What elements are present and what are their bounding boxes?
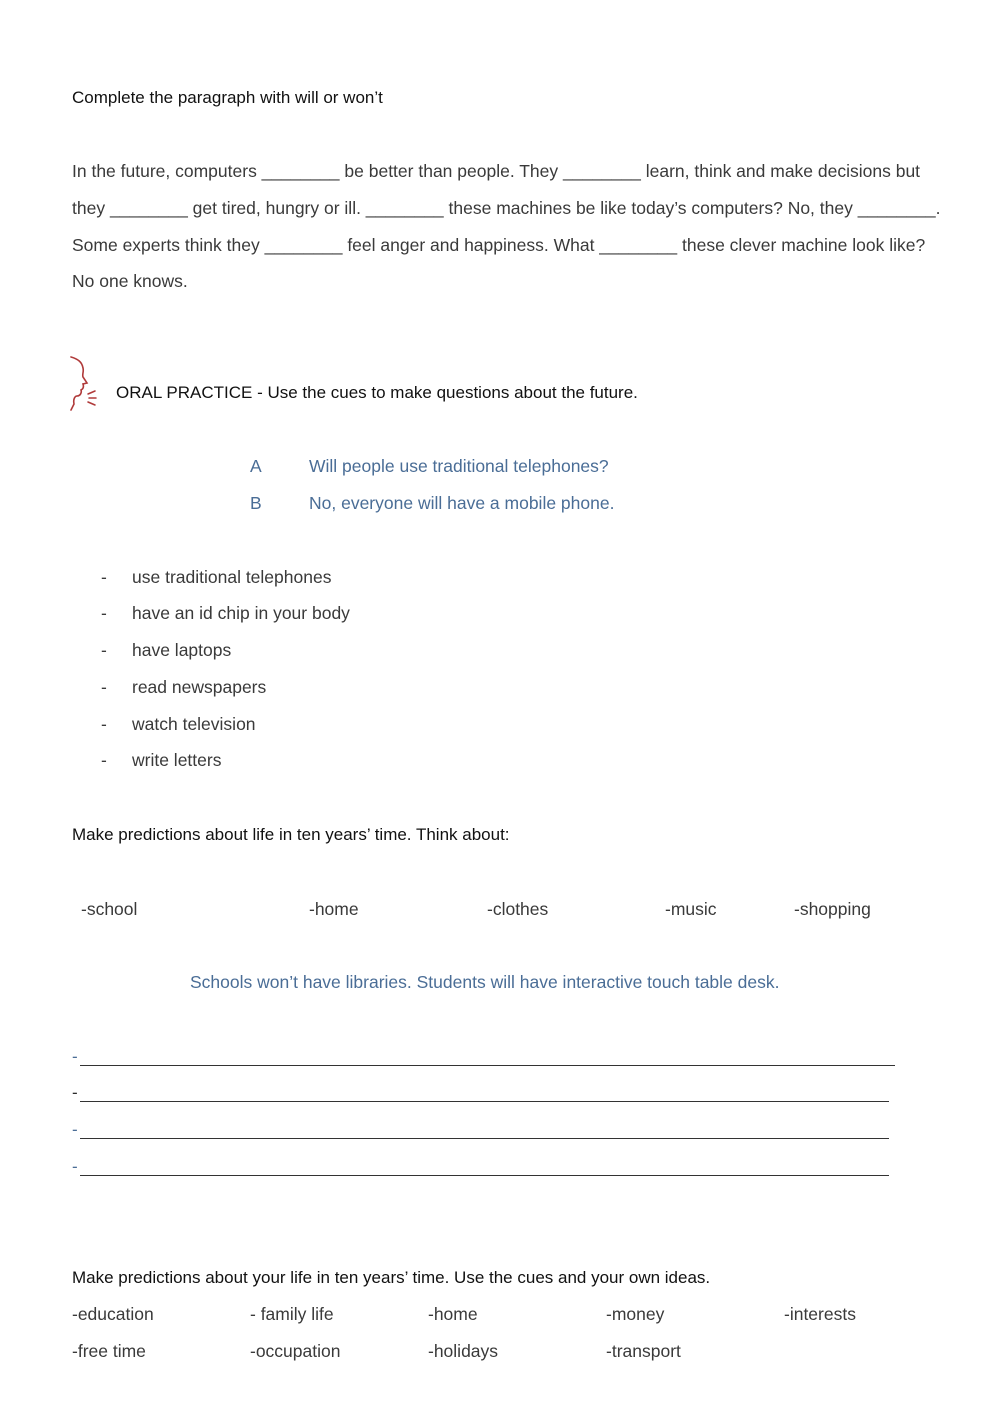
cue-item: read newspapers (132, 677, 267, 697)
answer-mark: - (72, 1157, 78, 1176)
list-dash: - (101, 677, 107, 697)
cue-family-life: - family life (250, 1304, 334, 1324)
cue-item: have an id chip in your body (132, 603, 350, 623)
cue-holidays: -holidays (428, 1341, 499, 1361)
topic-music: -music (665, 899, 717, 919)
section1-title: Complete the paragraph with will or won’t (72, 88, 383, 107)
prediction-example: Schools won’t have libraries. Students will have interactive touch table desk. (190, 972, 780, 992)
cue-interests: -interests (784, 1304, 856, 1324)
cue-occupation: -occupation (250, 1341, 341, 1361)
answer-line-4[interactable] (72, 1155, 892, 1179)
answer-rule (80, 1065, 895, 1066)
cue-item: have laptops (132, 640, 232, 660)
cue-item: watch television (132, 714, 256, 734)
answer-mark: - (72, 1120, 78, 1139)
example-letter-b: B (250, 493, 262, 513)
cue-free-time: -free time (72, 1341, 146, 1361)
example-letter-a: A (250, 456, 262, 476)
cue-money: -money (606, 1304, 665, 1324)
topic-clothes: -clothes (487, 899, 549, 919)
list-dash: - (101, 640, 107, 660)
answer-mark: - (72, 1083, 78, 1102)
list-dash: - (101, 714, 107, 734)
answer-rule (80, 1175, 889, 1176)
cue-education: -education (72, 1304, 154, 1324)
answer-rule (80, 1101, 889, 1102)
speaking-head-icon (68, 354, 102, 418)
answer-line-1[interactable] (72, 1045, 897, 1069)
paragraph-line-3: Some experts think they ________ feel anger and happiness. What ________ these clever machine look like? (72, 235, 926, 255)
example-answer: No, everyone will have a mobile phone. (309, 493, 615, 513)
cue-item: use traditional telephones (132, 567, 332, 587)
cue-transport: -transport (606, 1341, 681, 1361)
predictions-title: Make predictions about life in ten years’ time. Think about: (72, 825, 510, 844)
answer-line-3[interactable] (72, 1118, 892, 1142)
your-life-title: Make predictions about your life in ten years’ time. Use the cues and your own ideas. (72, 1268, 711, 1287)
example-question: Will people use traditional telephones? (309, 456, 609, 476)
list-dash: - (101, 750, 107, 770)
answer-rule (80, 1138, 889, 1139)
oral-practice-title: ORAL PRACTICE - Use the cues to make questions about the future. (116, 383, 638, 402)
paragraph-line-2: they ________ get tired, hungry or ill. ________ these machines be like today’s computers? No, they ________. (72, 198, 941, 218)
topic-school: -school (81, 899, 138, 919)
paragraph-line-1: In the future, computers ________ be better than people. They ________ learn, think and make decisions but (72, 161, 921, 181)
cue-item: write letters (132, 750, 222, 770)
cue-home: -home (428, 1304, 478, 1324)
answer-line-2[interactable] (72, 1081, 892, 1105)
topic-shopping: -shopping (794, 899, 871, 919)
paragraph-line-4: No one knows. (72, 271, 188, 291)
answer-mark: - (72, 1047, 78, 1066)
list-dash: - (101, 567, 107, 587)
topic-home: -home (309, 899, 359, 919)
list-dash: - (101, 603, 107, 623)
